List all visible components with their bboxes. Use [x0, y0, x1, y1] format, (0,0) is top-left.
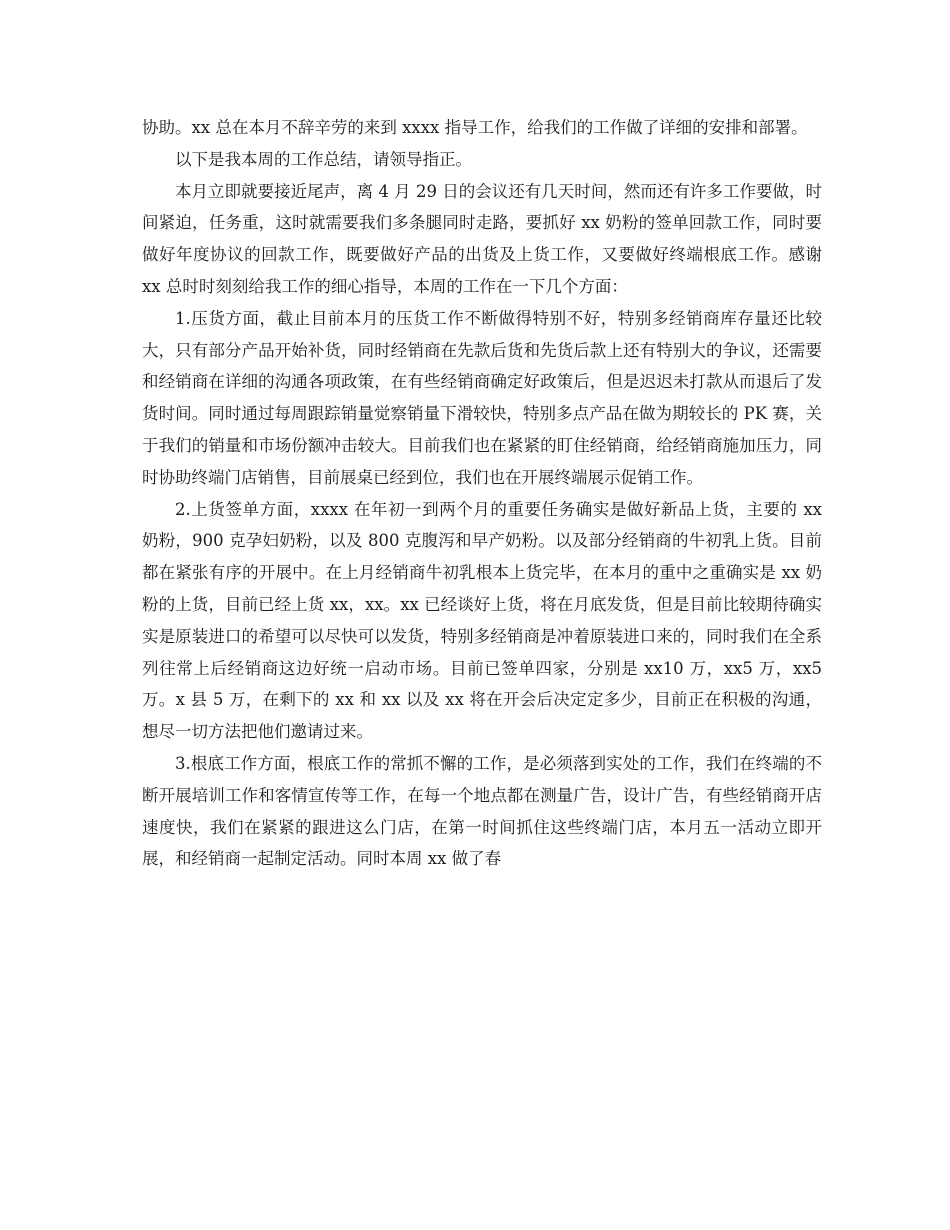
- paragraph-3: 本月立即就要接近尾声，离 4 月 29 日的会议还有几天时间，然而还有许多工作要做，时间紧迫，任务重，这时就需要我们多条腿同时走路，要抓好 xx 奶粉的签单回款工作，同时要做好年度协议的回款工作，既要做好产品的出货及上货工作，又要做好终端根底工作。感谢 xx 总时时刻刻给我工作的细心指导，本周的工作在一下几个方面：: [142, 181, 822, 296]
- paragraph-2: 以下是我本周的工作总结，请领导指正。: [175, 149, 472, 169]
- paragraph-5: 2.上货签单方面，xxxx 在年初一到两个月的重要任务确实是做好新品上货，主要的 xx 奶粉，900 克孕妇奶粉，以及 800 克腹泻和早产奶粉。以及部分经销商的牛初乳上货。目前都在紧张有序的开展中。在上月经销商牛初乳根本上货完毕，在本月的重中之重确实是 xx 奶粉的上货，目前已经上货 xx，xx。xx 已经谈好上货，将在月底发货，但是目前比较期待确实实是原装进口的希望可以尽快可以发货，特别多经销商是冲着原装进口来的，同时我们在全系列往常上后经销商这边好统一启动市场。目前已签单四家，分别是 xx10 万，xx5 万，xx5 万。x 县 5 万，在剩下的 xx 和 xx 以及 xx 将在开会后决定定多少，目前正在积极的沟通，想尽一切方法把他们邀请过来。: [142, 499, 822, 742]
- paragraph-1: 协助。xx 总在本月不辞辛劳的来到 xxxx 指导工作，给我们的工作做了详细的安排和部署。: [142, 118, 808, 137]
- paragraph-4: 1.压货方面，截止目前本月的压货工作不断做得特别不好，特别多经销商库存量还比较大，只有部分产品开始补货，同时经销商在先款后货和先货后款上还有特别大的争议，还需要和经销商在详细的沟通各项政策，在有些经销商确定好政策后，但是迟迟未打款从而退后了发货时间。同时通过每周跟踪销量觉察销量下滑较快，特别多点产品在做为期较长的 PK 赛，关于我们的销量和市场份额冲击较大。目前我们也在紧紧的盯住经销商，给经销商施加压力，同时协助终端门店销售，目前展桌已经到位，我们也在开展终端展示促销工作。: [142, 308, 822, 487]
- paragraph-6: 3.根底工作方面，根底工作的常抓不懈的工作，是必须落到实处的工作，我们在终端的不断开展培训工作和客情宣传等工作，在每一个地点都在测量广告，设计广告，有些经销商开店速度快，我们在紧紧的跟进这么门店，在第一时间抓住这些终端门店，本月五一活动立即开展，和经销商一起制定活动。同时本周 xx 做了春: [142, 753, 822, 869]
- document-body: [142, 112, 822, 875]
